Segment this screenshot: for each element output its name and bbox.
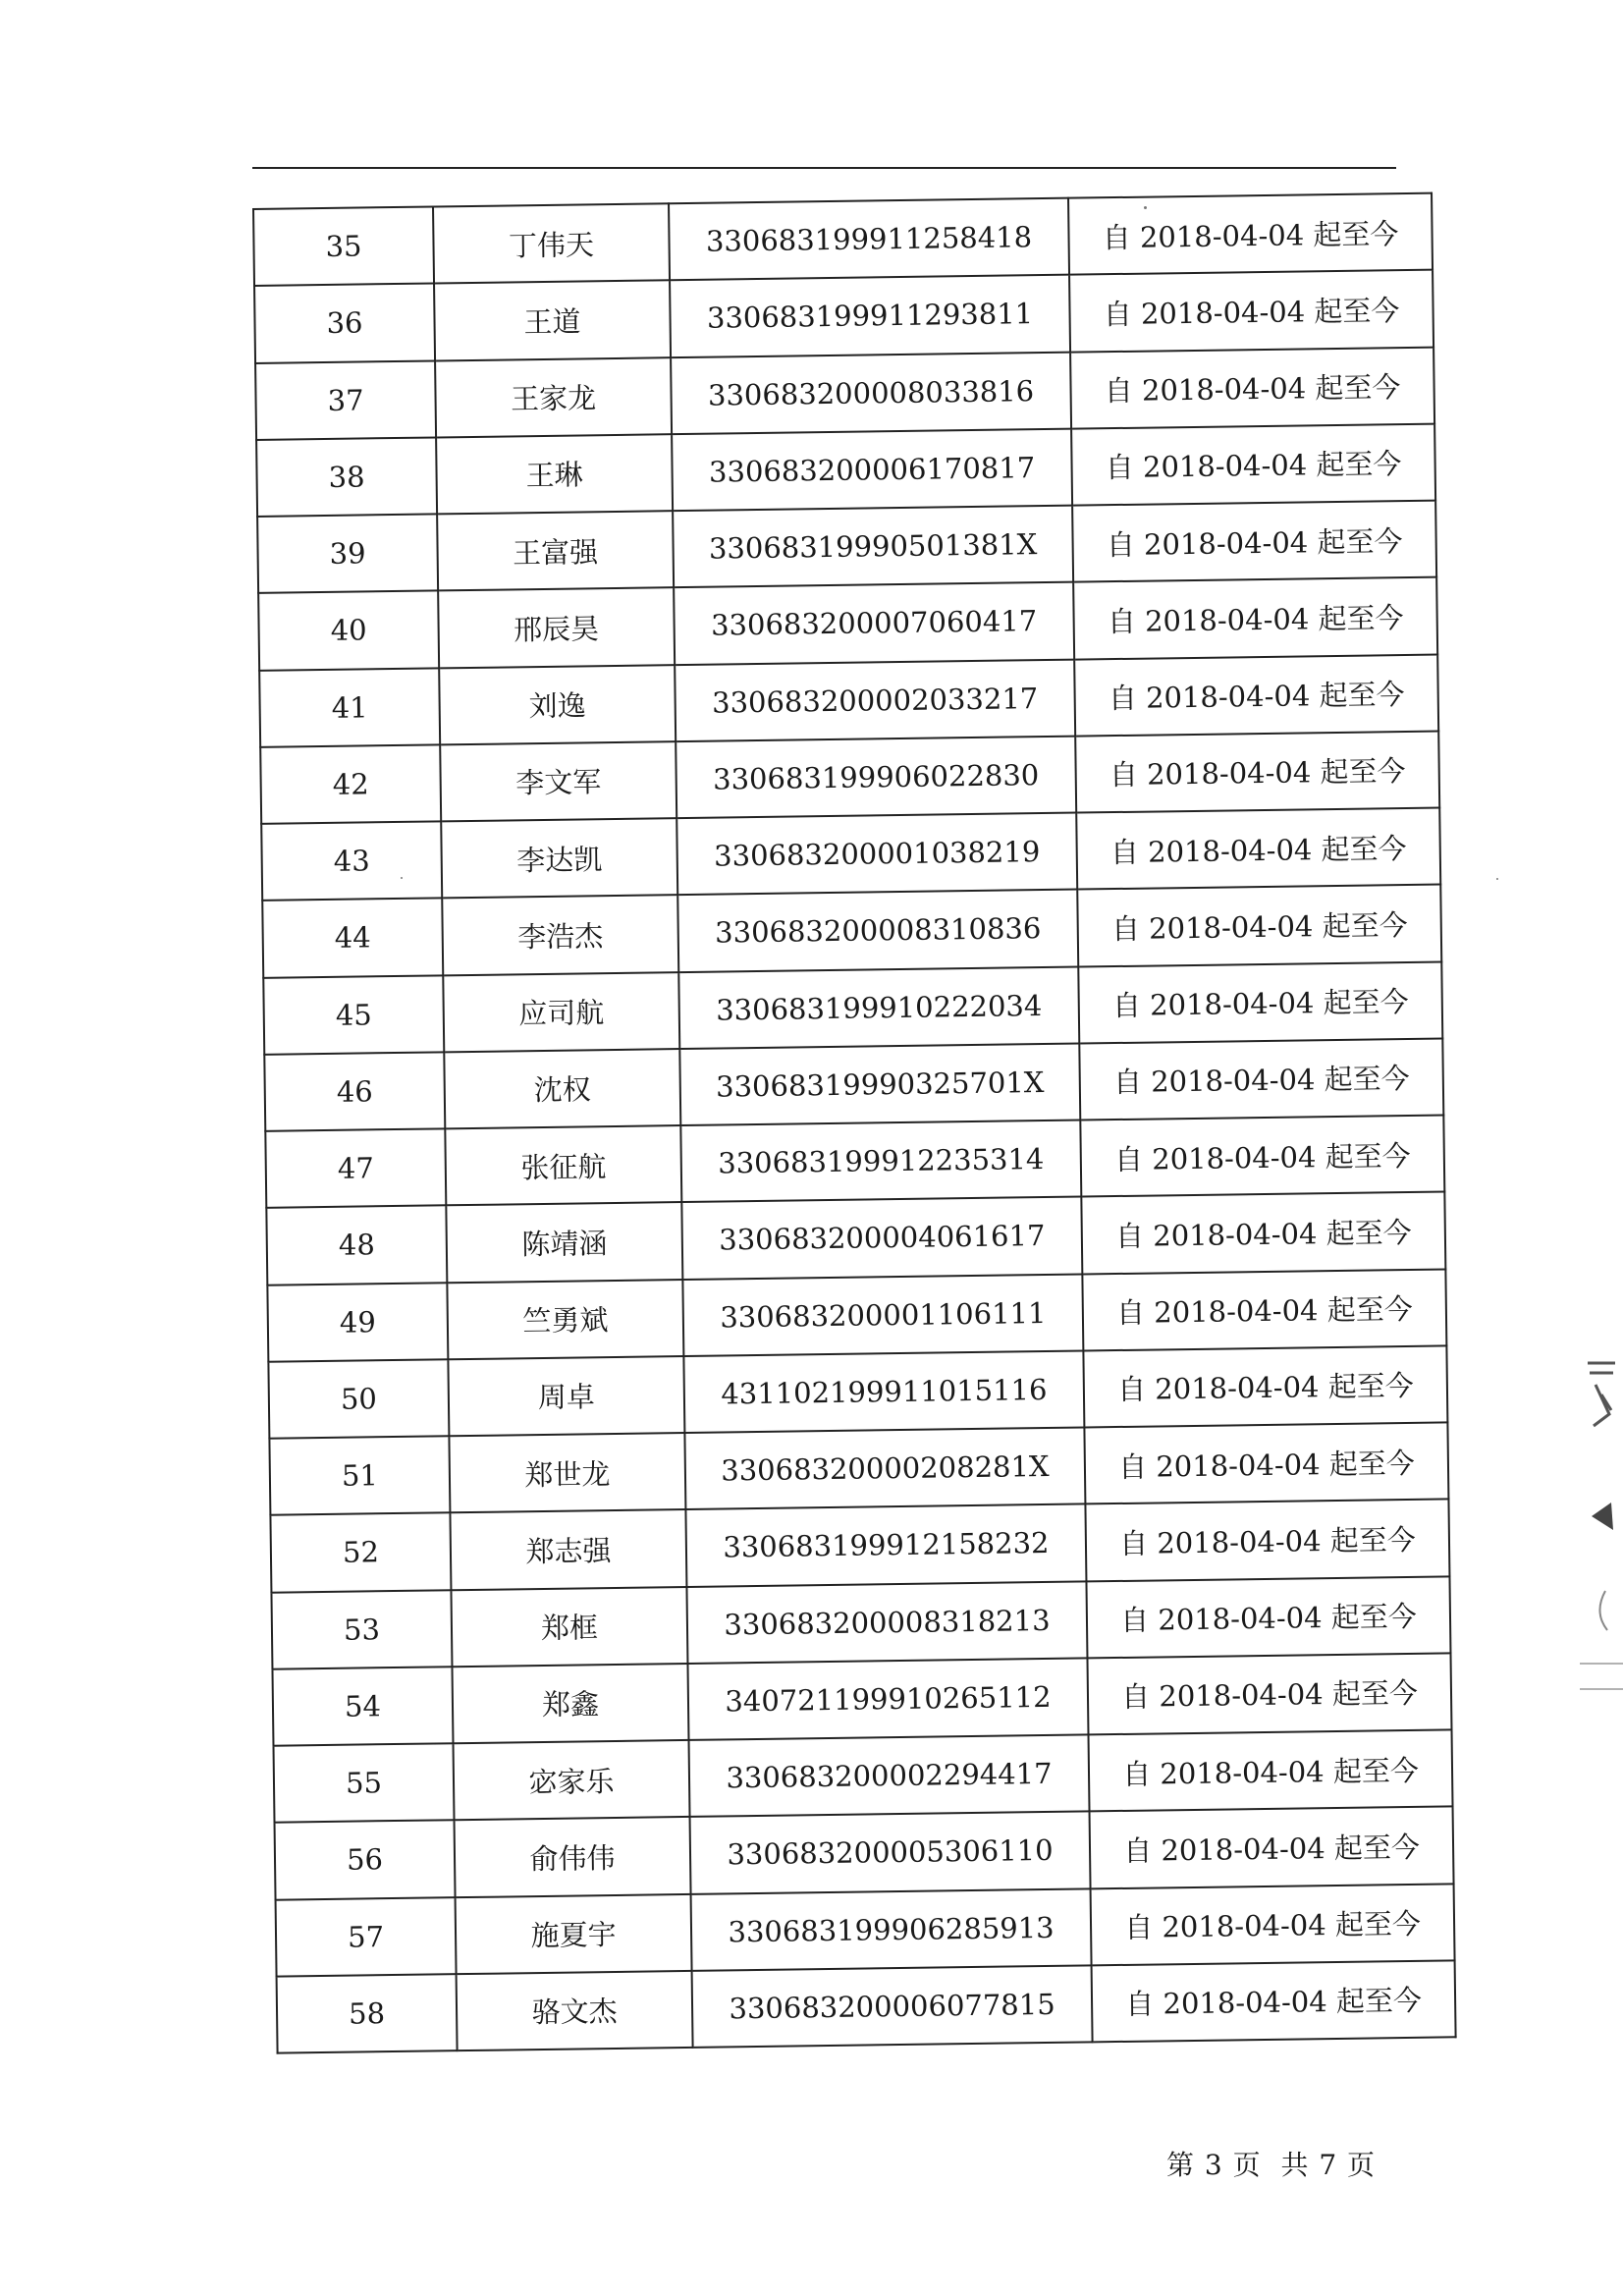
page-number: 第 3 页 — [1166, 2149, 1262, 2181]
id-number: 330683199912158232 — [685, 1504, 1086, 1587]
id-number: 330683199906285913 — [691, 1888, 1092, 1971]
enrollment-period: 自 2018-04-04 起至今 — [1084, 1422, 1448, 1503]
person-name: 李文军 — [440, 741, 676, 822]
id-number: 330683199911258418 — [669, 198, 1069, 281]
roster-table-wrapper — [252, 192, 1455, 2054]
row-number: 46 — [264, 1052, 445, 1131]
person-name: 王琳 — [436, 434, 673, 515]
row-number: 50 — [268, 1359, 449, 1439]
id-number: 330683200008310836 — [677, 890, 1078, 972]
id-number: 330683200008318213 — [686, 1581, 1087, 1664]
id-number: 330683199912235314 — [680, 1121, 1081, 1203]
enrollment-period: 自 2018-04-04 起至今 — [1077, 885, 1441, 966]
roster-table-body — [253, 193, 1456, 2053]
enrollment-period: 自 2018-04-04 起至今 — [1083, 1345, 1447, 1427]
enrollment-period: 自 2018-04-04 起至今 — [1082, 1269, 1446, 1350]
row-number: 39 — [257, 514, 438, 593]
enrollment-period: 自 2018-04-04 起至今 — [1079, 1038, 1443, 1120]
id-number: 33068319990325701X — [679, 1043, 1080, 1125]
person-name: 骆文杰 — [457, 1971, 693, 2051]
id-number: 431102199911015116 — [683, 1350, 1084, 1433]
row-number: 58 — [277, 1974, 458, 2053]
row-number: 53 — [271, 1590, 452, 1669]
row-number: 42 — [260, 744, 441, 824]
enrollment-period: 自 2018-04-04 起至今 — [1091, 1884, 1455, 1965]
enrollment-period: 自 2018-04-04 起至今 — [1087, 1653, 1451, 1734]
scan-speck — [1144, 206, 1147, 209]
row-number: 38 — [256, 437, 437, 517]
person-name: 刘逸 — [439, 665, 676, 745]
row-number: 40 — [258, 591, 439, 671]
id-number: 330683200004061617 — [681, 1197, 1082, 1280]
person-name: 李达凯 — [441, 818, 677, 899]
enrollment-period: 自 2018-04-04 起至今 — [1075, 731, 1439, 812]
person-name: 周卓 — [448, 1356, 684, 1437]
person-name: 王家龙 — [435, 357, 672, 438]
enrollment-period: 自 2018-04-04 起至今 — [1072, 501, 1436, 582]
id-number: 33068319990501381X — [673, 506, 1073, 588]
id-number: 330683200006077815 — [692, 1965, 1093, 2048]
person-name: 王道 — [434, 280, 671, 360]
person-name: 沈权 — [444, 1049, 680, 1129]
person-name: 应司航 — [443, 972, 679, 1053]
id-number: 330683200002294417 — [689, 1734, 1090, 1817]
row-number: 35 — [253, 206, 434, 286]
id-number: 330683200001038219 — [676, 813, 1077, 896]
enrollment-period: 自 2018-04-04 起至今 — [1085, 1500, 1449, 1581]
enrollment-period: 自 2018-04-04 起至今 — [1069, 270, 1434, 352]
person-name: 王富强 — [437, 511, 674, 591]
enrollment-period: 自 2018-04-04 起至今 — [1080, 1115, 1444, 1196]
person-name: 郑鑫 — [452, 1664, 688, 1744]
row-number: 45 — [263, 975, 444, 1055]
row-number: 52 — [270, 1513, 451, 1593]
person-name: 郑志强 — [450, 1509, 686, 1590]
row-number: 49 — [267, 1283, 448, 1362]
person-name: 陈靖涵 — [446, 1202, 682, 1283]
table-row — [277, 1960, 1456, 2053]
row-number: 36 — [254, 284, 435, 363]
person-name: 郑世龙 — [449, 1433, 685, 1513]
id-number: 330683200001106111 — [682, 1274, 1083, 1356]
enrollment-period: 自 2018-04-04 起至今 — [1071, 423, 1435, 505]
person-name: 郑框 — [451, 1586, 687, 1667]
person-name: 丁伟天 — [433, 203, 670, 284]
edge-stamp-fragment — [1576, 1355, 1623, 1709]
id-number: 330683200007060417 — [674, 582, 1074, 665]
row-number: 55 — [274, 1743, 455, 1823]
person-name: 施夏宇 — [456, 1893, 692, 1974]
row-number: 54 — [272, 1667, 453, 1746]
roster-table — [252, 192, 1457, 2054]
person-name: 李浩杰 — [442, 895, 678, 975]
id-number: 33068320000208281X — [684, 1427, 1085, 1509]
row-number: 41 — [259, 668, 440, 747]
person-name: 张征航 — [445, 1125, 681, 1206]
row-number: 51 — [269, 1436, 450, 1515]
row-number: 44 — [262, 899, 443, 978]
id-number: 330683199911293811 — [670, 275, 1070, 357]
row-number: 43 — [261, 821, 442, 901]
row-number: 37 — [255, 360, 436, 440]
id-number: 330683200008033816 — [671, 352, 1071, 434]
row-number: 47 — [265, 1128, 446, 1208]
enrollment-period: 自 2018-04-04 起至今 — [1073, 577, 1437, 659]
row-number: 48 — [266, 1206, 447, 1285]
id-number: 330683200006170817 — [672, 428, 1072, 511]
id-number: 330683200002033217 — [675, 659, 1075, 741]
header-rule — [252, 167, 1396, 169]
id-number: 330683199906022830 — [676, 736, 1076, 818]
enrollment-period: 自 2018-04-04 起至今 — [1086, 1576, 1450, 1658]
page-footer — [1166, 2144, 1376, 2183]
enrollment-period: 自 2018-04-04 起至今 — [1076, 808, 1440, 890]
enrollment-period: 自 2018-04-04 起至今 — [1070, 347, 1434, 428]
enrollment-period: 自 2018-04-04 起至今 — [1092, 1960, 1456, 2042]
row-number: 57 — [276, 1897, 457, 1977]
row-number: 56 — [275, 1820, 456, 1899]
enrollment-period: 自 2018-04-04 起至今 — [1089, 1729, 1453, 1811]
person-name: 俞伟伟 — [455, 1817, 691, 1897]
enrollment-period: 自 2018-04-04 起至今 — [1090, 1807, 1454, 1888]
enrollment-period: 自 2018-04-04 起至今 — [1074, 654, 1438, 736]
enrollment-period: 自 2018-04-04 起至今 — [1081, 1192, 1445, 1274]
person-name: 竺勇斌 — [447, 1280, 683, 1360]
page-total: 共 7 页 — [1280, 2149, 1377, 2181]
enrollment-period: 自 2018-04-04 起至今 — [1078, 961, 1442, 1043]
person-name: 邢辰昊 — [438, 587, 675, 668]
id-number: 330683199910222034 — [678, 966, 1079, 1049]
id-number: 330683200005306110 — [690, 1812, 1091, 1894]
scan-speck — [401, 877, 403, 879]
scan-speck — [1496, 878, 1498, 880]
id-number: 340721199910265112 — [687, 1658, 1088, 1740]
enrollment-period: 自 2018-04-04 起至今 — [1068, 193, 1433, 275]
person-name: 宓家乐 — [454, 1740, 690, 1821]
